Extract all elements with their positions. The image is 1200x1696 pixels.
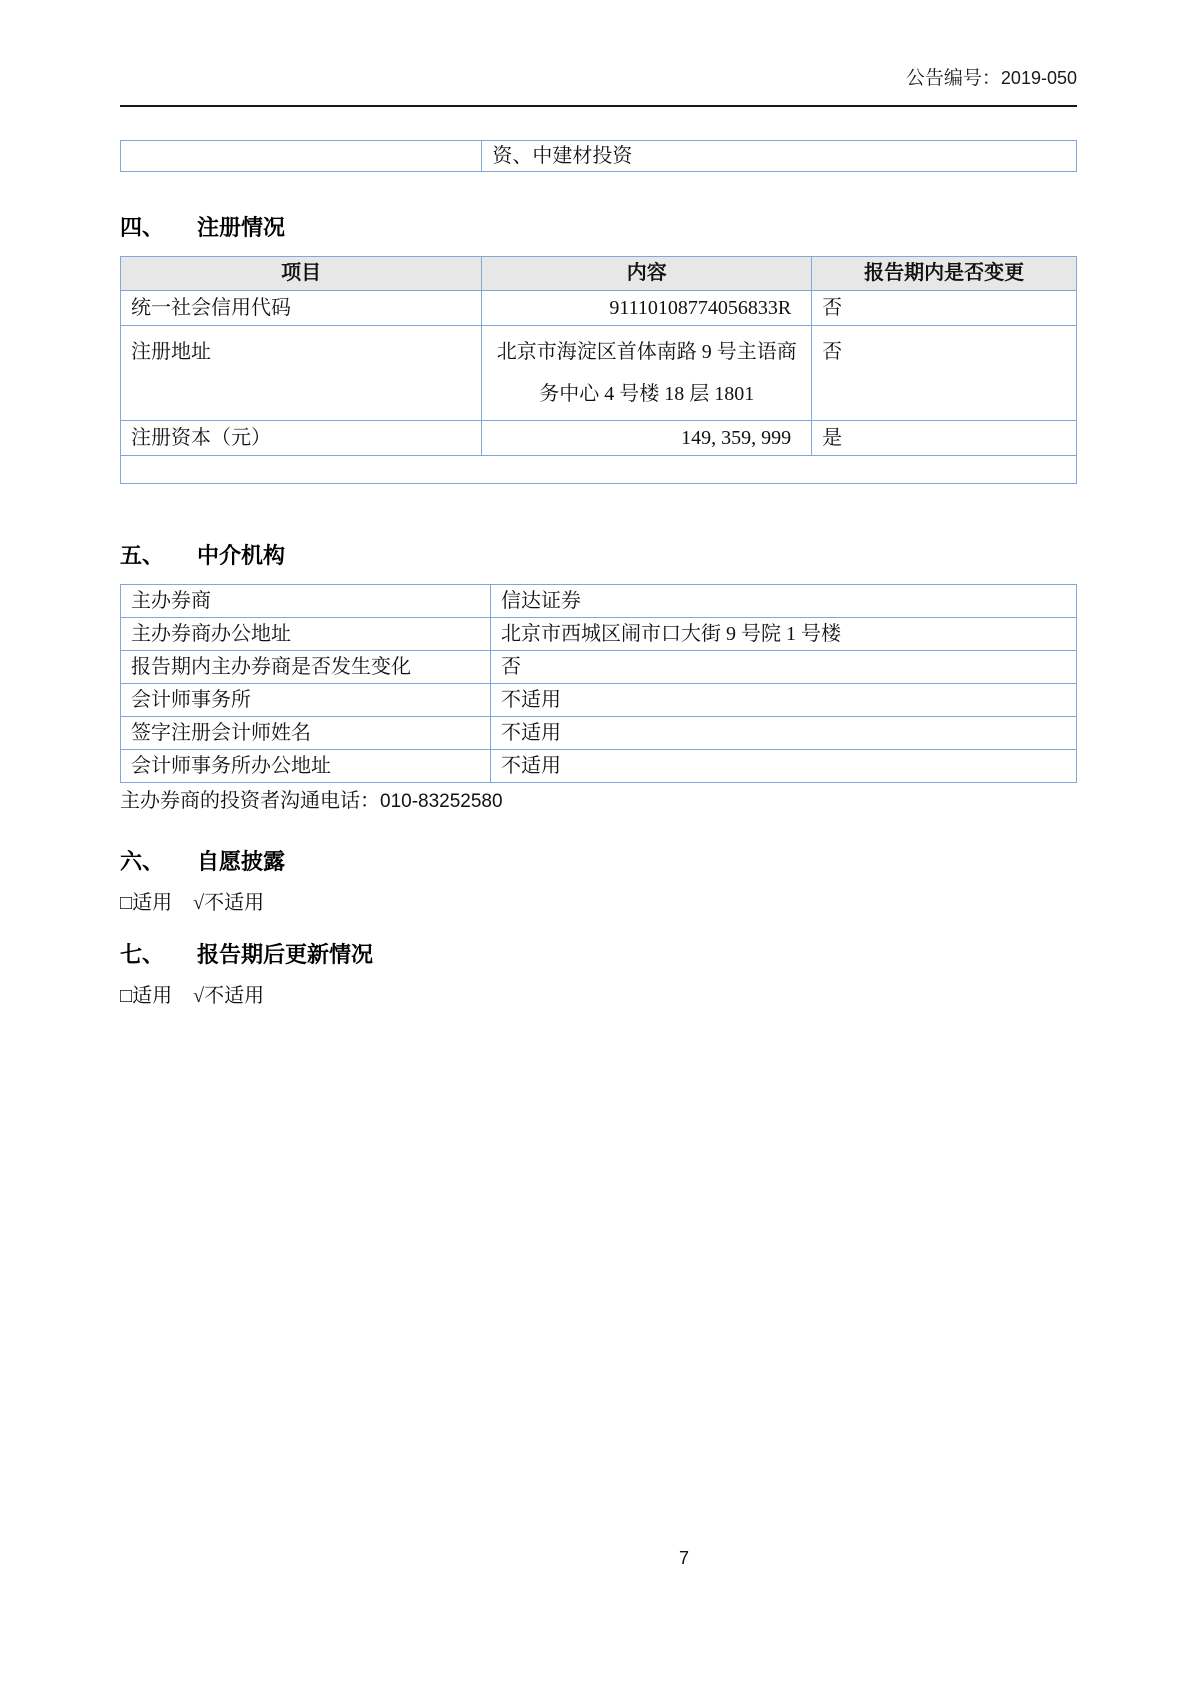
table-row: [121, 717, 1077, 750]
header-rule: [120, 105, 1077, 107]
header-cell-changed: 报告期内是否变更: [812, 257, 1077, 291]
table-row: [121, 651, 1077, 684]
page-number: 7: [678, 1548, 689, 1568]
cell-changed: 否: [812, 326, 1077, 421]
section-heading-post-period-updates: [120, 942, 1077, 969]
empty-cell: [121, 456, 1077, 484]
cell-item: 统一社会信用代码: [121, 291, 482, 326]
contact-phone: 010-83252580: [380, 791, 503, 812]
table-row-empty: [121, 456, 1077, 484]
checkbox-applicable-unchecked: □适用: [120, 985, 173, 1007]
continuation-empty-cell: [121, 141, 482, 172]
table-row: [121, 291, 1077, 326]
table-row: [121, 141, 1077, 172]
section-number: 五、: [120, 544, 165, 569]
section-heading-registration: [120, 215, 1077, 242]
table-row: [121, 326, 1077, 421]
sponsor-contact-line: [120, 789, 1077, 814]
continuation-content-cell: 资、中建材投资: [482, 141, 1077, 172]
section-heading-voluntary-disclosure: [120, 849, 1077, 876]
cell-label: 签字注册会计师姓名: [121, 717, 491, 750]
intermediary-table: [120, 584, 1077, 783]
cell-content: 91110108774056833R: [482, 291, 812, 326]
section-number: 四、: [120, 216, 165, 241]
section-title: 注册情况: [197, 216, 286, 241]
cell-label: 报告期内主办券商是否发生变化: [121, 651, 491, 684]
cell-value: 不适用: [490, 684, 1076, 717]
registration-table: [120, 256, 1077, 484]
cell-label: 主办券商办公地址: [121, 618, 491, 651]
announcement-header: [120, 66, 1077, 91]
announcement-label: 公告编号：: [905, 68, 1001, 89]
cell-item: 注册地址: [121, 326, 482, 421]
table-row: [121, 421, 1077, 456]
cell-label: 会计师事务所: [121, 684, 491, 717]
header-cell-content: 内容: [482, 257, 812, 291]
applicability-line-voluntary: [120, 890, 1077, 916]
cell-label: 主办券商: [121, 585, 491, 618]
announcement-number: 2019-050: [1000, 68, 1077, 88]
cell-label: 会计师事务所办公地址: [121, 750, 491, 783]
cell-value: 否: [490, 651, 1076, 684]
checkbox-applicable-unchecked: □适用: [120, 892, 173, 914]
header-cell-item: 项目: [121, 257, 482, 291]
contact-label: 主办券商的投资者沟通电话：: [120, 790, 380, 812]
section-heading-intermediaries: [120, 543, 1077, 570]
cell-value: 不适用: [490, 717, 1076, 750]
cell-changed: 否: [812, 291, 1077, 326]
table-row: [121, 750, 1077, 783]
cell-changed: 是: [812, 421, 1077, 456]
section-title: 中介机构: [197, 544, 286, 569]
cell-value: 信达证券: [490, 585, 1076, 618]
section-number: 六、: [120, 850, 165, 875]
cell-value: 不适用: [490, 750, 1076, 783]
section-number: 七、: [120, 943, 165, 968]
checkmark-not-applicable: √不适用: [193, 985, 265, 1007]
section-title: 报告期后更新情况: [197, 943, 374, 968]
cell-item: 注册资本（元）: [121, 421, 482, 456]
continuation-table: [120, 140, 1077, 172]
table-row: [121, 684, 1077, 717]
cell-content: 北京市海淀区首体南路 9 号主语商务中心 4 号楼 18 层 1801: [482, 326, 812, 421]
section-title: 自愿披露: [197, 850, 286, 875]
cell-content: 149, 359, 999: [482, 421, 812, 456]
table-row: [121, 585, 1077, 618]
checkmark-not-applicable: √不适用: [193, 892, 265, 914]
cell-value: 北京市西城区闹市口大街 9 号院 1 号楼: [490, 618, 1076, 651]
applicability-line-post-period: [120, 983, 1077, 1009]
table-row: [121, 618, 1077, 651]
table-header-row: [121, 257, 1077, 291]
